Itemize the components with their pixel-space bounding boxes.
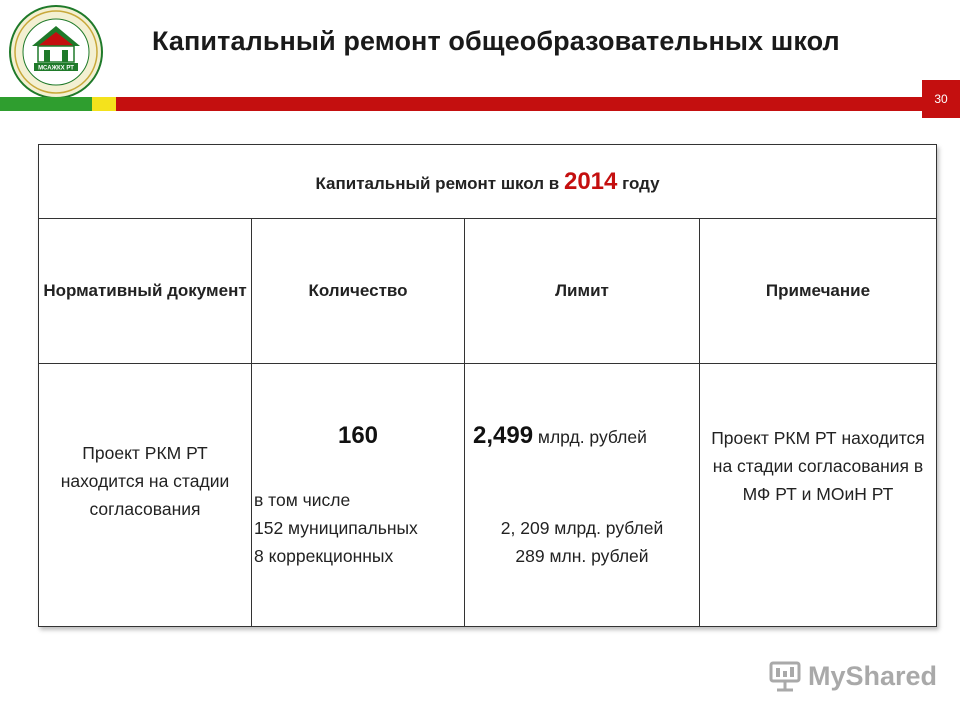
limit-detail-line: 289 млн. рублей — [515, 546, 649, 566]
limit-total-line — [473, 422, 647, 451]
watermark — [768, 656, 937, 696]
cell-note — [700, 364, 937, 627]
cell-document — [39, 364, 252, 627]
cell-limit — [465, 364, 700, 627]
stripe-yellow — [92, 97, 116, 111]
cell-quantity — [252, 364, 465, 627]
page-title: Капитальный ремонт общеобразовательных школ — [152, 26, 840, 56]
caption-prefix: Капитальный ремонт школ в — [315, 173, 564, 193]
header-document: Нормативный документ — [39, 219, 252, 364]
quantity-detail — [254, 486, 418, 570]
table-caption — [39, 145, 937, 219]
ministry-logo — [8, 4, 104, 100]
quantity-detail-line: в том числе — [254, 490, 351, 510]
header-limit: Лимит — [465, 219, 700, 364]
quantity-total: 160 — [337, 422, 379, 449]
document-text: Проект РКМ РТ находится на стадии согласования — [60, 443, 230, 519]
stripe-red — [116, 97, 922, 111]
caption-year: 2014 — [563, 167, 618, 195]
watermark-text: MyShared — [808, 660, 938, 691]
logo-text: МСАЖКХ РТ — [38, 65, 74, 72]
limit-total: 2,499 — [473, 422, 534, 449]
note-text: Проект РКМ РТ находится на стадии согласования в МФ РТ и МОиН РТ — [711, 428, 925, 504]
presentation-icon — [768, 659, 802, 693]
repair-table — [38, 144, 937, 627]
caption-suffix: году — [617, 173, 660, 193]
header-note: Примечание — [700, 219, 937, 364]
quantity-detail-line: 152 муниципальных — [254, 518, 418, 538]
page-number-badge: 30 — [922, 80, 960, 118]
stripe-green — [0, 97, 92, 111]
limit-detail — [465, 514, 699, 570]
limit-unit: млрд. рублей — [533, 427, 647, 447]
quantity-detail-line: 8 коррекционных — [254, 546, 394, 566]
header-quantity: Количество — [252, 219, 465, 364]
limit-detail-line: 2, 209 млрд. рублей — [500, 518, 664, 538]
